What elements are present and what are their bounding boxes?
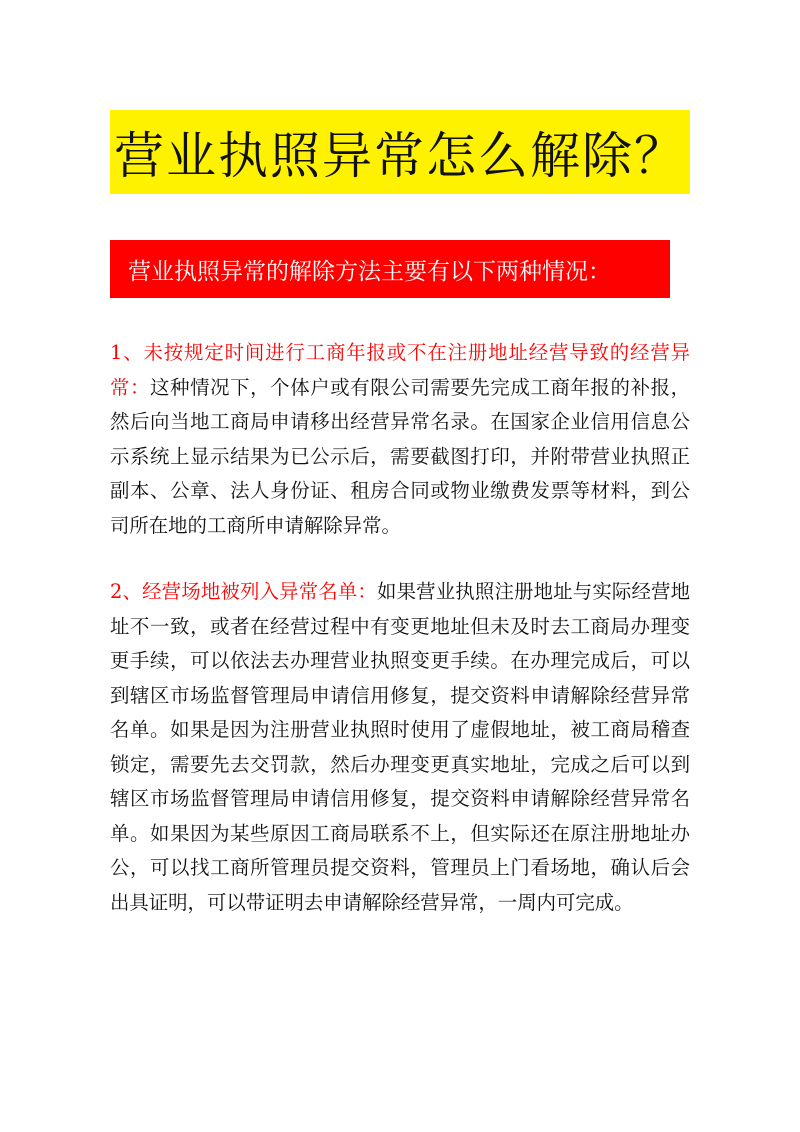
section-1-body: 这种情况下，个体户或有限公司需要先完成工商年报的补报，然后向当地工商局申请移出经营异常名录。在国家企业信用信息公示系统上显示结果为已公示后，需要截图打印，并附带营业执照正副本、公章、法人身份证、租房合同或物业缴费发票等材料，到公司所在地的工商所申请解除异常。 [110, 375, 691, 537]
title-banner [110, 110, 690, 194]
section-2 [110, 575, 690, 920]
page-subtitle: 营业执照异常的解除方法主要有以下两种情况： [128, 258, 611, 285]
article-content [110, 336, 690, 920]
page-title: 营业执照异常怎么解除？ [114, 127, 686, 185]
section-1-heading: 1、未按规定时间进行工商年报或不在注册地址经营导致的经营异常： [110, 341, 690, 399]
section-2-heading: 2、经营场地被列入异常名单： [110, 580, 377, 603]
section-1 [110, 336, 690, 543]
section-2-body: 如果营业执照注册地址与实际经营地址不一致，或者在经营过程中有变更地址但未及时去工商局办理变更手续，可以依法去办理营业执照变更手续。在办理完成后，可以到辖区市场监督管理局申请信用修复，提交资料申请解除经营异常名单。如果是因为注册营业执照时使用了虚假地址，被工商局稽查锁定，需要先去交罚款，然后办理变更真实地址，完成之后可以到辖区市场监督管理局申请信用修复，提交资料申请解除经营异常名单。如果因为某些原因工商局联系不上，但实际还在原注册地址办公，可以找工商所管理员提交资料，管理员上门看场地，确认后会出具证明，可以带证明去申请解除经营异常，一周内可完成。 [110, 580, 691, 914]
subtitle-banner [110, 240, 670, 298]
